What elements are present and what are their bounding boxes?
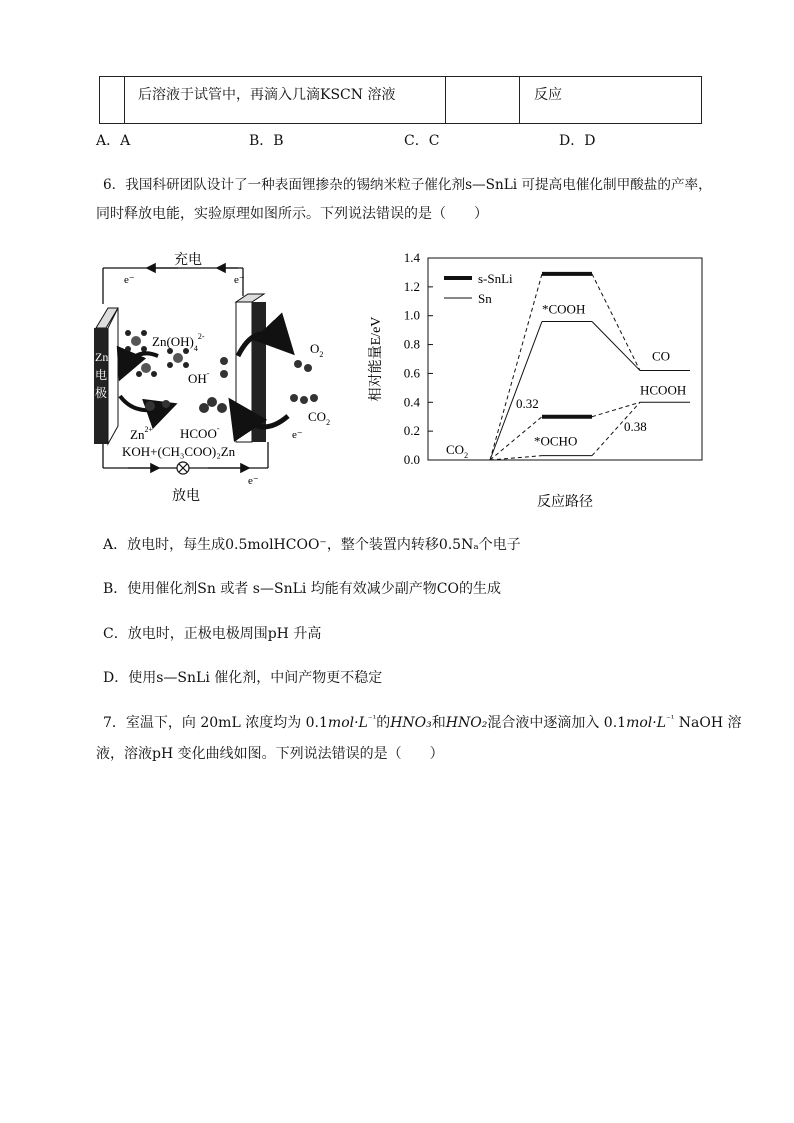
y-tick-label: 0.6 <box>403 365 420 381</box>
y-tick-label: 1.2 <box>403 278 420 294</box>
q6-option-d[interactable]: D．使用s—SnLi 催化剂，中间产物更不稳定 <box>103 670 383 686</box>
zn-oh4-label: $Zn(OH)_4^{2-}$ <box>152 332 205 353</box>
electron-label: e⁻ <box>234 274 245 286</box>
answer-table-fragment <box>99 76 702 124</box>
connector-line <box>592 321 640 370</box>
q5-option-a[interactable]: A．A <box>96 133 131 149</box>
q5-option-c[interactable]: C．C <box>404 133 440 149</box>
q6-option-c[interactable]: C．放电时，正极电极周围pH 升高 <box>103 626 322 642</box>
level-label-co: CO <box>652 348 671 364</box>
level-label-ocho: *OCHO <box>534 433 578 449</box>
level-label-032: 0.32 <box>516 396 539 412</box>
electron-label: e⁻ <box>124 274 135 286</box>
co2-label: $CO_2$ <box>308 409 331 427</box>
level-label-hcooh: HCOOH <box>640 382 687 398</box>
oh-label: OH- <box>188 369 210 386</box>
q6-option-a[interactable]: A．放电时，每生成0.5molHCOO⁻，整个装置内转移0.5Nₐ个电子 <box>103 537 521 553</box>
electrolyte-label: KOH+(CH₃COO)₂Zn <box>122 444 236 459</box>
svg-text:极: 极 <box>95 386 108 400</box>
y-tick-label: 0.8 <box>403 336 420 352</box>
q7-stem-line2: 液，溶液pH 变化曲线如图。下列说法错误的是（ ） <box>96 746 444 762</box>
y-tick-label: 0.0 <box>403 452 420 467</box>
y-axis-label: 相对能量E/eV <box>369 316 384 402</box>
q6-stem-line2: 同时释放电能，实验原理如图所示。下列说法错误的是（ ） <box>96 206 488 222</box>
table-col-divider <box>124 77 125 123</box>
level-label-038: 0.38 <box>624 419 647 435</box>
connector-line <box>490 274 542 460</box>
q7-stem-line1: 7．室温下，向 20mL 浓度均为 $0.1mol\cdot L^{^{-1}}$的HNO₃和HNO₂混合液中逐滴加入 $0.1mol\cdot L^{^{-1}}$ NaOH 溶 <box>103 714 742 731</box>
y-tick-label: 1.4 <box>403 250 420 265</box>
connector-line <box>592 402 640 416</box>
svg-text:Zn: Zn <box>95 350 109 364</box>
zn2-label: $Zn^{2+}$ <box>130 425 153 442</box>
q5-option-b[interactable]: B．B <box>249 133 284 149</box>
y-tick-label: 0.4 <box>403 394 420 410</box>
level-label-co2: $CO_2$ <box>446 442 469 460</box>
electron-label: e⁻ <box>292 429 303 441</box>
y-tick-label: 0.2 <box>403 423 420 439</box>
charge-label: 充电 <box>174 253 202 268</box>
connector-line <box>490 456 542 460</box>
table-col-divider <box>445 77 446 123</box>
table-col-divider <box>519 77 520 123</box>
curved-arrow-icon <box>122 353 158 374</box>
x-axis-label: 反应路径 <box>537 495 593 510</box>
svg-text:电: 电 <box>95 368 108 382</box>
discharge-label: 放电 <box>172 489 200 504</box>
legend-label-s-snli: s-SnLi <box>478 271 513 286</box>
table-cell-result: 反应 <box>534 87 562 103</box>
battery-diagram <box>88 246 368 510</box>
table-cell-procedure: 后溶液于试管中，再滴入几滴KSCN 溶液 <box>138 87 396 103</box>
legend-label-sn: Sn <box>478 291 492 306</box>
y-tick-label: 1.0 <box>403 307 420 323</box>
q6-stem-line1: 6．我国科研团队设计了一种表面锂掺杂的锡纳米粒子催化剂s—SnLi 可提高电催化制甲酸盐的产率， <box>103 177 712 193</box>
connector-line <box>592 274 640 371</box>
q5-option-d[interactable]: D．D <box>559 133 596 149</box>
q6-option-b[interactable]: B．使用催化剂Sn 或者 s—SnLi 均能有效减少副产物CO的生成 <box>103 581 502 597</box>
level-label-cooh: *COOH <box>542 301 586 317</box>
hcoo-label: HCOO- <box>180 424 220 441</box>
energy-profile-chart <box>366 246 716 516</box>
o2-label: $O_2$ <box>310 341 324 359</box>
electron-label: e⁻ <box>248 475 259 487</box>
